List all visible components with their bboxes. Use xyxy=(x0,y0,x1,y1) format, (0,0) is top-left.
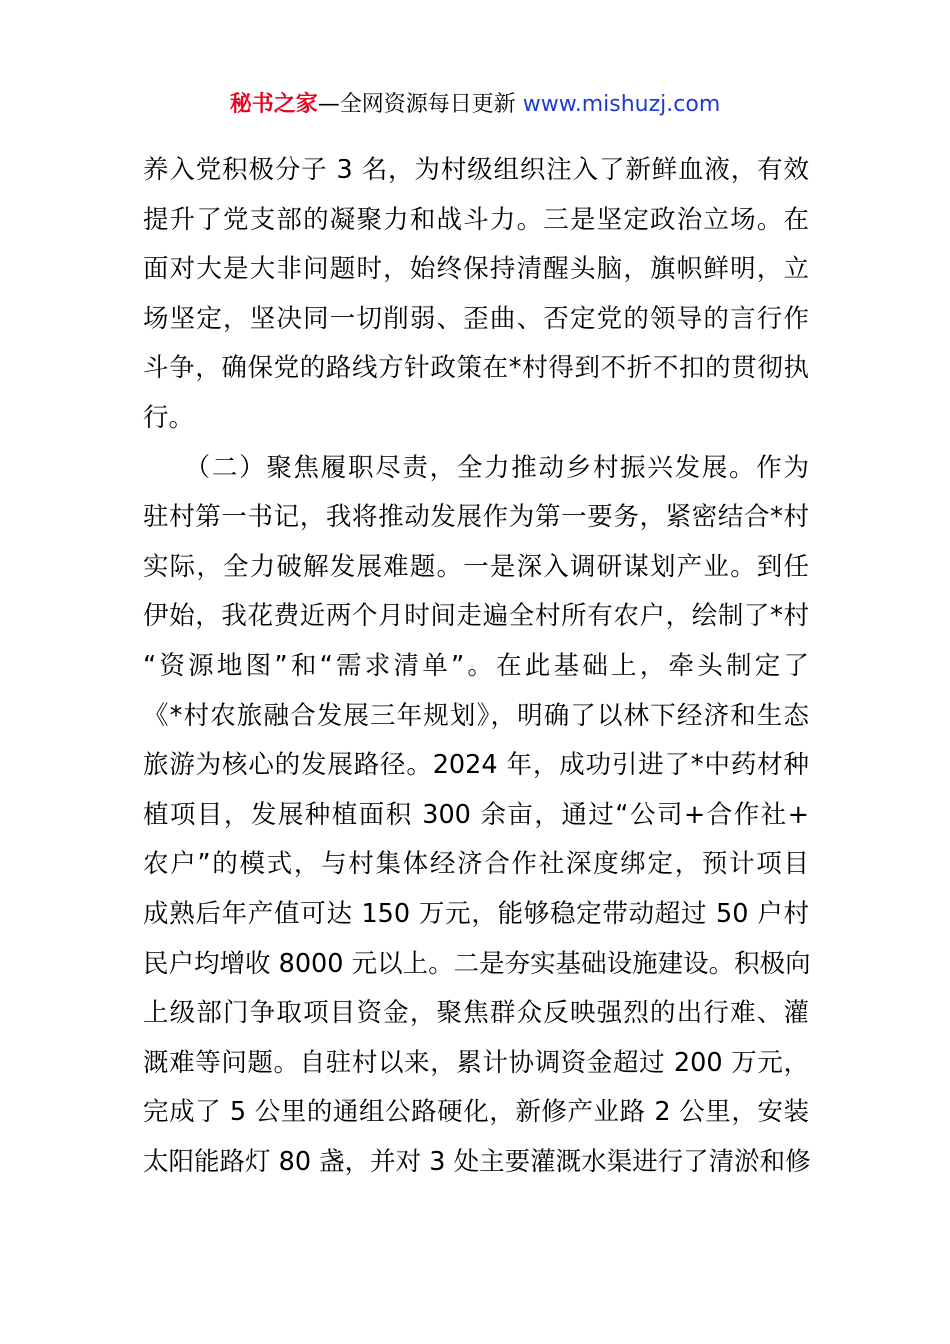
header-tagline: —全网资源每日更新 xyxy=(317,92,523,117)
text-line: 旅游为核心的发展路径。2024 年，成功引进了*中药材种 xyxy=(143,750,809,781)
text-line: 行。 xyxy=(143,402,195,433)
text-line: 上级部门争取项目资金，聚焦群众反映强烈的出行难、灌 xyxy=(143,998,809,1029)
text-line: 民户均增收 8000 元以上。二是夯实基础设施建设。积极向 xyxy=(143,948,811,979)
text-line: 驻村第一书记，我将推动发展作为第一要务，紧密结合*村 xyxy=(143,502,809,533)
text-line: 伊始，我花费近两个月时间走遍全村所有农户，绘制了*村 xyxy=(143,601,809,632)
document-body xyxy=(143,146,809,1187)
site-header xyxy=(0,88,950,122)
text-line: 太阳能路灯 80 盏，并对 3 处主要灌溉水渠进行了清淤和修 xyxy=(143,1146,811,1177)
text-line: “资源地图”和“需求清单”。在此基础上，牵头制定了 xyxy=(143,650,809,681)
text-line: 成熟后年产值可达 150 万元，能够稳定带动超过 50 户村 xyxy=(143,898,809,929)
text-line: 斗争，确保党的路线方针政策在*村得到不折不扣的贯彻执 xyxy=(143,353,809,384)
text-line: 场坚定，坚决同一切削弱、歪曲、否定党的领导的言行作 xyxy=(143,303,809,334)
text-line: 面对大是大非问题时，始终保持清醒头脑，旗帜鲜明，立 xyxy=(143,254,809,285)
text-line: 养入党积极分子 3 名，为村级组织注入了新鲜血液，有效 xyxy=(143,155,809,185)
text-line: 溉难等问题。自驻村以来，累计协调资金超过 200 万元， xyxy=(143,1047,809,1078)
site-url[interactable]: www.mishuzj.com xyxy=(522,92,721,117)
text-line: （二）聚焦履职尽责，全力推动乡村振兴发展。作为 xyxy=(143,452,809,483)
brand-name: 秘书之家 xyxy=(229,92,318,117)
text-line: 实际，全力破解发展难题。一是深入调研谋划产业。到任 xyxy=(143,551,809,582)
text-line: 完成了 5 公里的通组公路硬化，新修产业路 2 公里，安装 xyxy=(143,1097,809,1128)
text-line: 植项目，发展种植面积 300 余亩，通过“公司+合作社+ xyxy=(143,799,809,830)
text-line: 《*村农旅融合发展三年规划》，明确了以林下经济和生态 xyxy=(143,700,809,731)
text-line: 农户”的模式，与村集体经济合作社深度绑定，预计项目 xyxy=(143,849,809,880)
text-line: 提升了党支部的凝聚力和战斗力。三是坚定政治立场。在 xyxy=(143,204,809,235)
